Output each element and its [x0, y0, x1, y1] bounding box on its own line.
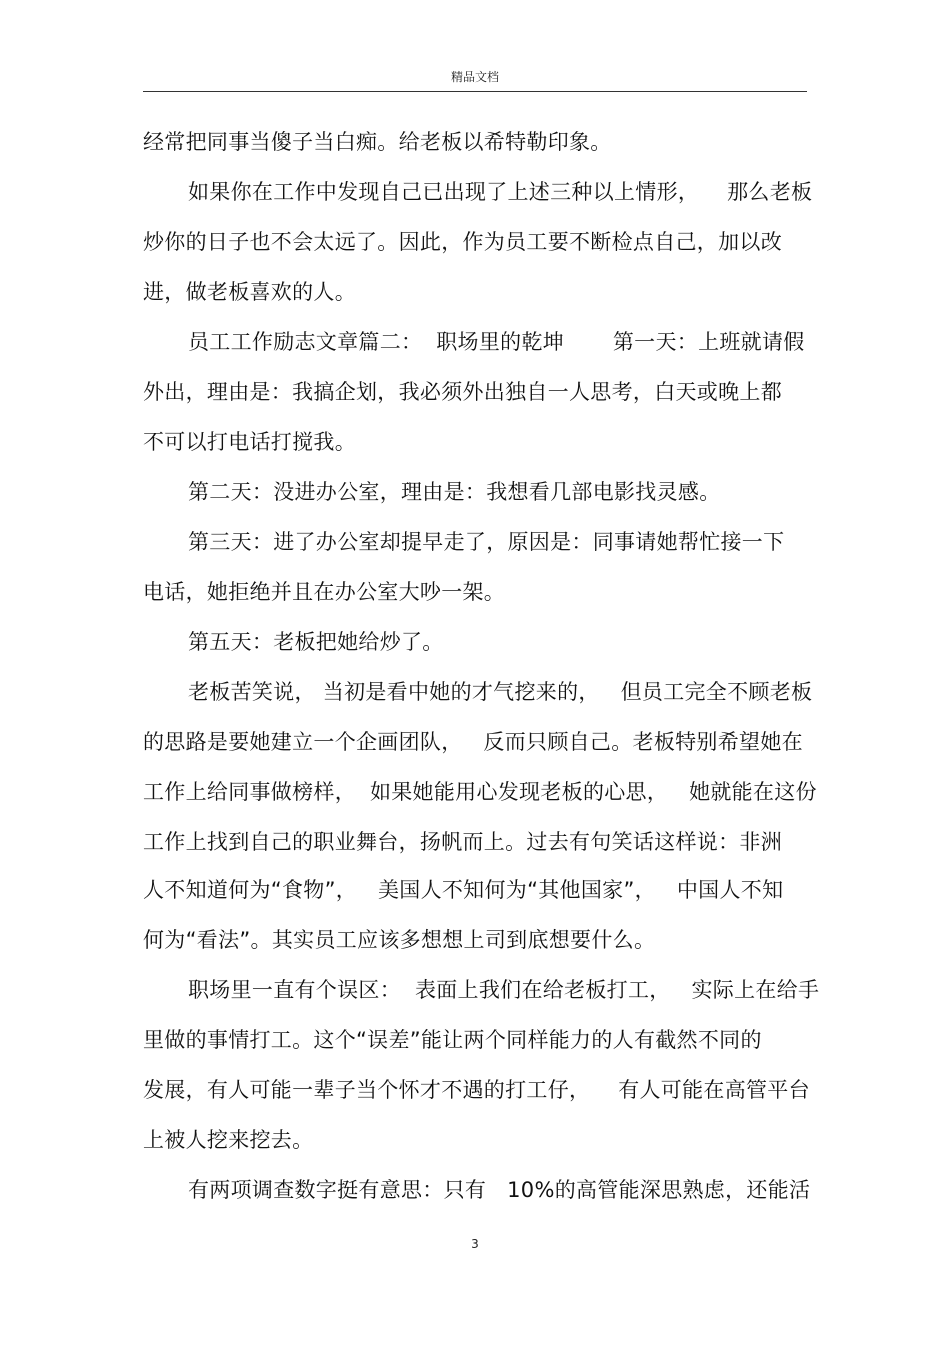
text-line: 员工工作励志文章篇二： 职场里的乾坤 第一天：上班就请假 [188, 330, 805, 354]
text-line: 不可以打电话打搅我。 [143, 430, 356, 454]
text-line: 上被人挖来挖去。 [143, 1128, 314, 1152]
text-line: 第二天：没进办公室，理由是：我想看几部电影找灵感。 [188, 480, 721, 504]
text-line: 职场里一直有个误区： 表面上我们在给老板打工， 实际上在给手 [188, 978, 820, 1002]
text-line: 何为“看法”。其实员工应该多想想上司到底想要什么。 [143, 928, 656, 952]
text-line: 里做的事情打工。这个“误差”能让两个同样能力的人有截然不同的 [143, 1028, 762, 1052]
text-line: 的思路是要她建立一个企画团队， 反而只顾自己。老板特别希望她在 [143, 730, 803, 754]
text-line: 人不知道何为“食物”， 美国人不知何为“其他国家”， 中国人不知 [143, 878, 784, 902]
text-line: 工作上给同事做榜样， 如果她能用心发现老板的心思， 她就能在这份 [143, 780, 817, 804]
text-line: 炒你的日子也不会太远了。因此，作为员工要不断检点自己，加以改 [143, 230, 782, 254]
text-line: 经常把同事当傻子当白痴。给老板以希特勒印象。 [143, 130, 612, 154]
text-line: 第五天：老板把她给炒了。 [188, 630, 444, 654]
text-line: 进，做老板喜欢的人。 [143, 280, 356, 304]
text-line: 第三天：进了办公室却提早走了，原因是：同事请她帮忙接一下 [188, 530, 785, 554]
page-number: 3 [471, 1237, 479, 1251]
page-header: 精品文档 [450, 70, 499, 84]
text-line: 电话，她拒绝并且在办公室大吵一架。 [143, 580, 506, 604]
text-line: 有两项调查数字挺有意思：只有 10%的高管能深思熟虑，还能活 [188, 1178, 811, 1202]
text-line: 如果你在工作中发现自己已出现了上述三种以上情形， 那么老板 [188, 180, 813, 204]
text-line: 发展，有人可能一辈子当个怀才不遇的打工仔， 有人可能在高管平台 [143, 1078, 810, 1102]
text-line: 工作上找到自己的职业舞台，扬帆而上。过去有句笑话这样说：非洲 [143, 830, 782, 854]
text-line: 外出，理由是：我搞企划，我必须外出独自一人思考，白天或晚上都 [143, 380, 782, 404]
text-line: 老板苦笑说， 当初是看中她的才气挖来的， 但员工完全不顾老板 [188, 680, 813, 704]
header-rule [143, 91, 807, 92]
